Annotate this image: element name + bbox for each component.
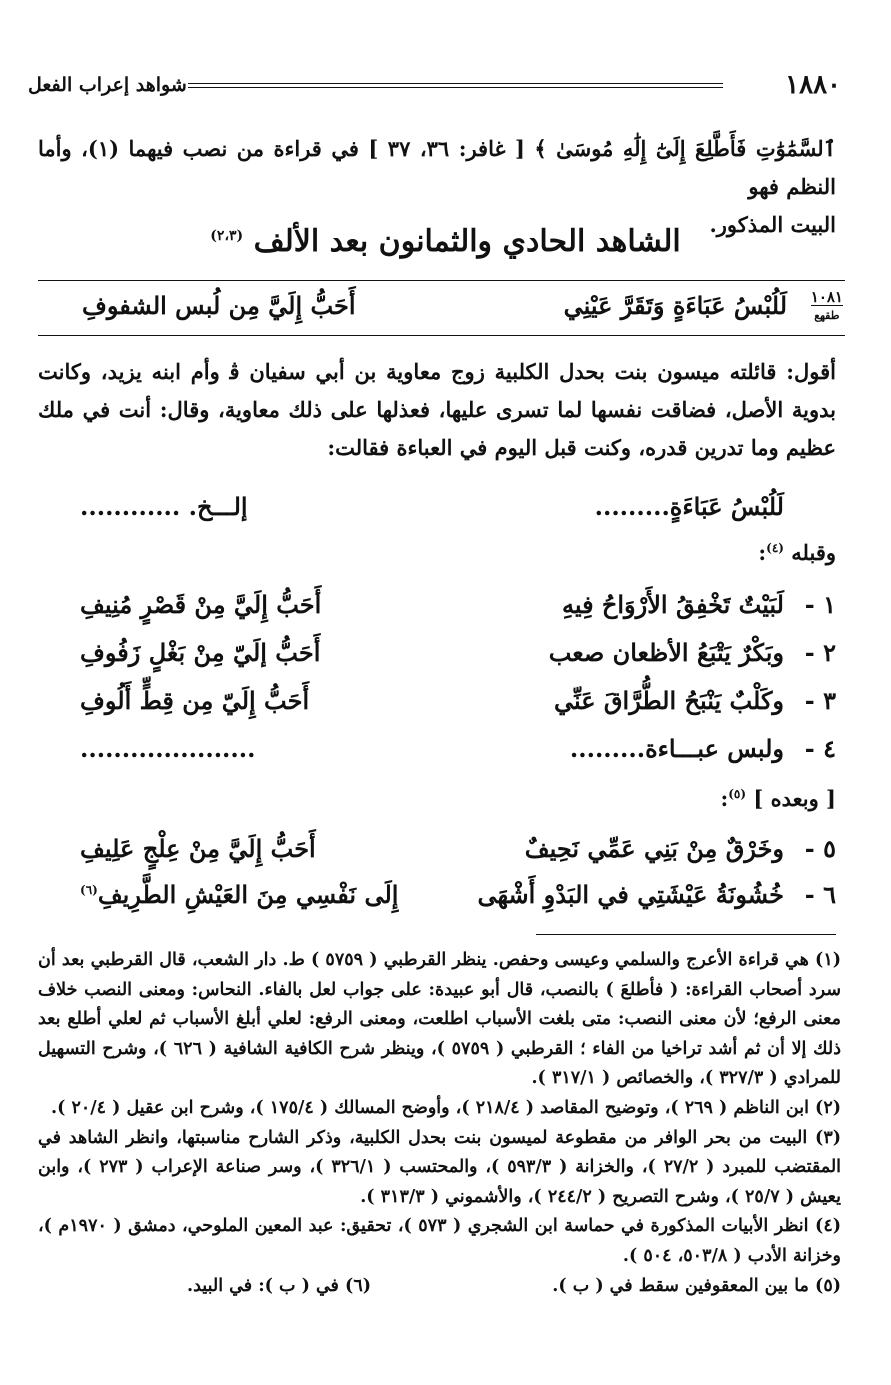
footnote-2: (٢) ابن الناظم ( ٢٦٩ )، وتوضيح المقاصد ( ٢١٨/٤ )، وأوضح المسالك ( ١٧٥/٤ )، وشرح ابن عقيل ( ٢٠/٤ ). — [51, 1097, 841, 1118]
header-rule — [188, 83, 723, 88]
footnote-3: (٣) البيت من بحر الوافر من مقطوعة لميسون بنت بحدل الكلبية، وذكر الشارح مناسبتها، وانظر الشاهد في المقتضب للمبرد ( ٢٧/٢ )، والخزانة ( ٥٩٣/٣ )، والمحتسب ( ٣٢٦/١ )، وسر صناعة الإعراب ( ٢٧٣ )، وابن يعيش ( ٢٥/٧ )، وشرح التصريح ( ٢٤٤/٢ )، والأشموني ( ٣١٣/٣ ). — [38, 1127, 842, 1207]
verse-hemistich-1: وكَلْبٌ يَنْبَحُ الطُّرَّاقَ عَنِّي — [553, 686, 784, 715]
footnotes — [38, 946, 841, 1302]
before-label-text: وقبله — [791, 540, 836, 565]
verse-footnote-ref: (٦) — [80, 883, 98, 897]
footnote-4: (٤) انظر الأبيات المذكورة في حماسة ابن الشجري ( ٥٧٣ )، تحقيق: عبد المعين الملوحي، دمشق ( ١٩٧٠م )، وخزانة الأدب ( ٥٠٣/٨، ٥٠٤ ). — [38, 1216, 842, 1266]
verse-hemistich-2-text: إِلَى نَفْسِي مِنَ العَيْشِ الطَّرِيفِ — [97, 880, 399, 909]
verse-hemistich-1: خُشُونَةُ عَيْشَتِي في البَدْوِ أَشْهَى — [477, 880, 784, 909]
before-label-colon: : — [758, 540, 767, 565]
intro-line-2: البيت المذكور. — [709, 212, 836, 237]
witness-meter-code: طقهع — [814, 309, 840, 322]
section-heading — [0, 224, 891, 259]
after-label-colon: : — [720, 786, 729, 811]
verse-number: ٥ - — [804, 834, 836, 863]
verse-hemistich-2: ..................... — [80, 734, 256, 763]
after-label-text: [ وبعده ] — [753, 786, 836, 811]
before-label-footnote-ref: (٤) — [766, 541, 784, 555]
verse-line — [80, 880, 836, 922]
verse-hemistich-2 — [80, 880, 398, 909]
verse-line — [80, 834, 836, 876]
verse-number: ٣ - — [804, 686, 836, 715]
after-label-footnote-ref: (٥) — [728, 787, 747, 801]
witness-hemistich-2: أَحَبُّ إِلَيَّ مِن لُبس الشفوفِ — [82, 291, 356, 320]
witness-index: ١٠٨١ — [810, 288, 843, 306]
commentary-paragraph — [38, 353, 836, 467]
verse-line — [80, 638, 836, 680]
footnote-1: (١) هي قراءة الأعرج والسلمي وعيسى وحفص. ينظر القرطبي ( ٥٧٥٩ ) ط. دار الشعب، قال القرطبي بعد أن سرد أصحاب القراءة: ( فأطلعَ ) بالنصب، قال أبو عبيدة: على جواب لعل بالفاء. النحاس: ومعنى النصب خلاف معنى الرفع؛ لأن معنى النصب: متى بلغت الأسباب اطلعت، ومعنى الرفع: لعلي أبلغ الأسباب ثم لعلي أطلع بعد ذلك إلا أن ثم أشد تراخيا من الفاء ؛ القرطبي ( ٥٧٥٩ )، وينظر شرح الكافية الشافية ( ٦٢٦ )، وشرح التسهيل للمرادي ( ٣٢٧/٣ )، والخصائص ( ٣١٧/١ ). — [38, 950, 841, 1089]
footnote-row-5-6 — [38, 1272, 841, 1302]
commentary-lead: أقول: — [786, 359, 836, 384]
quoted-hemistich-2: إلـــخ. ............ — [80, 492, 248, 521]
witness-number — [811, 289, 843, 324]
verse-number: ٢ - — [804, 638, 836, 667]
verse-number: ١ - — [804, 590, 836, 619]
intro-line-1: ٱلسَّمَٰوَٰتِ فَأَطَّلِعَ إِلَىٰٓ إِلَٰهِ مُوسَىٰ ﴾ [ غافر: ٣٦، ٣٧ ] في قراءة من نصب فيهما (١)، وأما النظم فهو — [38, 136, 837, 199]
verse-hemistich-1: لَبَيْتٌ تَخْفِقُ الأَرْوَاحُ فِيهِ — [561, 590, 784, 619]
after-label — [720, 786, 836, 811]
before-label — [758, 540, 836, 565]
verse-number: ٤ - — [804, 734, 836, 763]
verse-hemistich-2: أَحَبُّ إلَيّ مِنْ بَغْلٍ زَفُوفِ — [80, 638, 321, 667]
running-header — [28, 70, 841, 104]
verse-hemistich-1: وخَرْقٌ مِنْ بَنِي عَمِّي نَحِيفٌ — [524, 834, 784, 863]
section-title: الشاهد الحادي والثمانون بعد الألف — [253, 224, 681, 259]
verse-hemistich-1: وبَكْرٌ يَتْبَعُ الأظعان صعب — [548, 638, 784, 667]
verse-hemistich-2: أَحَبُّ إِلَيَّ مِنْ قَصْرٍ مُنِيفِ — [80, 590, 322, 619]
running-title: شواهد إعراب الفعل — [28, 74, 187, 96]
quoted-hemistich-1: لَلُبْسُ عَبَاءَةٍ......... — [594, 492, 784, 521]
verse-hemistich-1: ولبس عبـــاءة......... — [569, 734, 784, 763]
commentary-text: قائلته ميسون بنت بحدل الكلبية زوج معاوية بن أبي سفيان ﭬ وأم ابنه يزيد، وكانت بدوية الأصل، فضاقت نفسها لما تسرى عليها، فعذلها على ذلك معاوية، وقال: أنت في ملك عظيم وما تدرين قدره، وكنت قبل اليوم في العباءة فقالت: — [38, 359, 836, 460]
witness-verse-box — [38, 280, 845, 336]
footnote-5: (٥) ما بين المعقوفين سقط في ( ب ). — [552, 1275, 841, 1296]
verse-hemistich-2: أَحَبُّ إِلَيَّ مِنْ عِلْجٍ عَلِيفِ — [80, 834, 316, 863]
footnote-separator — [536, 934, 836, 935]
verse-hemistich-2: أَحَبُّ إِلَيّ مِن قِطٍّ أَلُوفِ — [80, 686, 310, 715]
verse-line — [80, 590, 836, 632]
verse-line — [80, 734, 836, 776]
verse-line — [80, 686, 836, 728]
heading-footnote-ref: (٢،٣) — [210, 228, 244, 244]
footnote-6: (٦) في ( ب ): في البيد. — [187, 1275, 371, 1296]
quoted-verse — [80, 492, 836, 534]
verse-number: ٦ - — [804, 880, 836, 909]
page-number: ١٨٨٠ — [785, 70, 841, 100]
witness-hemistich-1: لَلُبْسُ عَبَاءَةٍ وَتَقَرَّ عَيْنِي — [563, 291, 787, 320]
